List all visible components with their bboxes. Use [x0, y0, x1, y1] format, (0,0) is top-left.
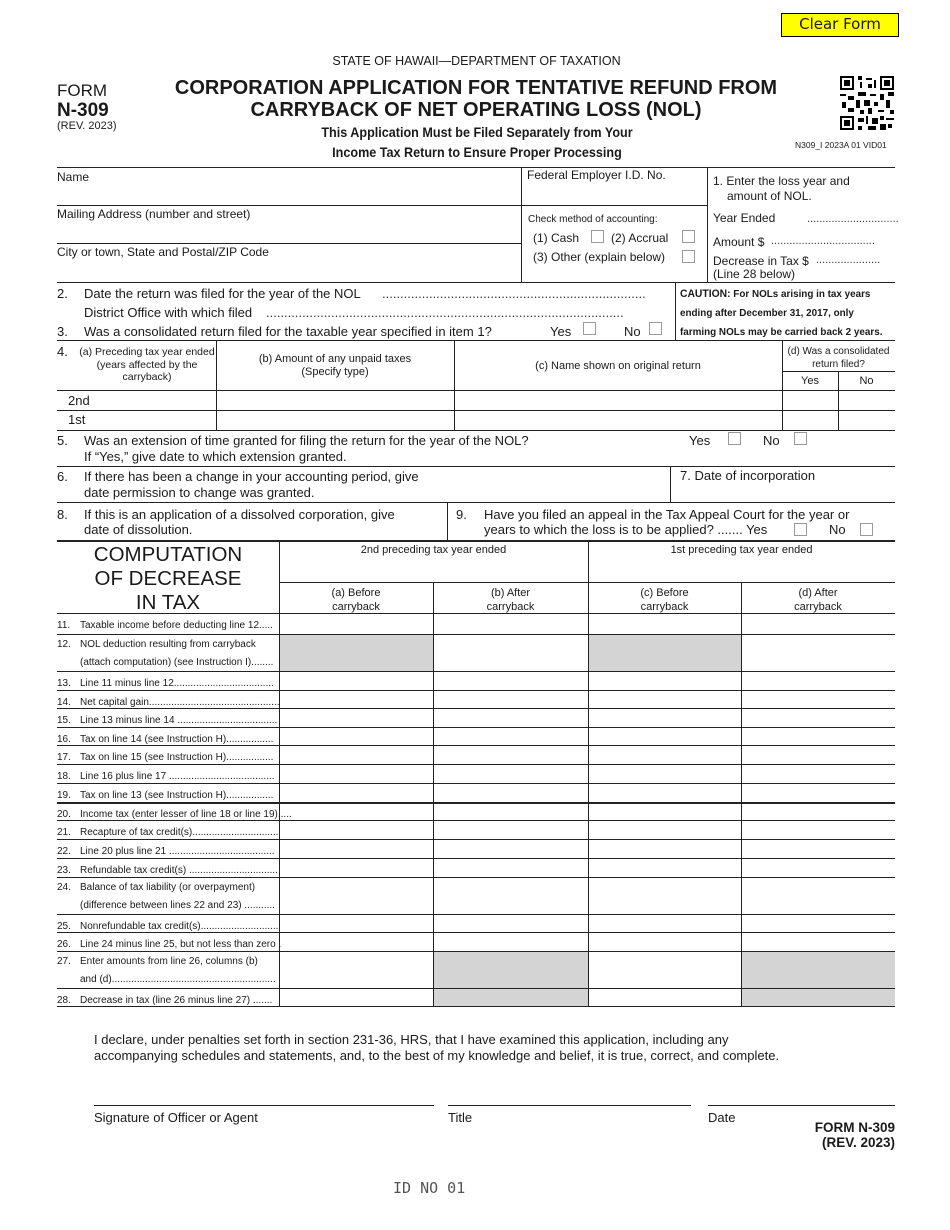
q6-text-line2: date permission to change was granted. [84, 485, 315, 500]
group-2nd-preceding: 2nd preceding tax year ended [360, 544, 507, 556]
line-description: Decrease in tax (line 26 minus line 27) ....... [80, 995, 273, 1006]
group-1st-preceding: 1st preceding tax year ended [670, 544, 813, 556]
line-description: Line 11 minus line 12.................................... [80, 678, 274, 689]
col-divider [433, 582, 434, 1006]
line-18-col-d-field[interactable] [742, 765, 894, 782]
district-office-text: District Office with which filed [84, 305, 253, 320]
q4-row-2nd-name-field[interactable] [455, 391, 781, 409]
line-number: 24. [57, 882, 71, 893]
line-28-col-c-field[interactable] [589, 989, 740, 1005]
q3-yes-checkbox[interactable] [583, 322, 596, 335]
line-description: Taxable income before deducting line 12..... [80, 620, 273, 631]
line-number: 20. [57, 809, 71, 820]
line-22-col-d-field[interactable] [742, 840, 894, 857]
line-description: Nonrefundable tax credit(s)............................ [80, 921, 279, 932]
form-title: CORPORATION APPLICATION FOR TENTATIVE REFUND FROM CARRYBACK OF NET OPERATING LOSS (NOL) [174, 77, 778, 121]
line-number: 23. [57, 865, 71, 876]
form-number: N-309 [57, 100, 109, 121]
line-23-col-c-field[interactable] [589, 859, 740, 876]
line-17-col-d-field[interactable] [742, 746, 894, 763]
q4-no-header: No [859, 375, 874, 387]
col-c-header: (c) Before carryback [640, 587, 689, 613]
line-11-col-d-field[interactable] [742, 614, 894, 633]
caution-note: CAUTION: For NOLs arising in tax years ending after December 31, 2017, only farming NOLs may be carried back 2 years. [680, 288, 883, 338]
line-description: and (d)........................................................... [80, 974, 276, 985]
accounting-method-label: Check method of accounting: [528, 214, 658, 225]
q4-row-2nd-label: 2nd [68, 393, 90, 408]
row-divider [57, 1006, 895, 1007]
line-22-col-c-field[interactable] [589, 840, 740, 857]
q2-field[interactable] [84, 285, 672, 321]
line-11-col-c-field[interactable] [589, 614, 740, 633]
line-12-col-b-field[interactable] [434, 635, 587, 670]
line-18-col-b-field[interactable] [434, 765, 587, 782]
q2-dots: ......................................................................... [382, 286, 646, 301]
line-description: Tax on line 15 (see Instruction H)................. [80, 752, 274, 763]
line-13-col-c-field[interactable] [589, 672, 740, 689]
decrease-label: Decrease in Tax $ [713, 254, 809, 268]
q4-row-2nd-unpaid-field[interactable] [217, 391, 453, 409]
declaration-line2: accompanying schedules and statements, and, to the best of my knowledge and belief, it is true, correct, and complete. [94, 1048, 780, 1063]
address-field[interactable] [57, 222, 519, 242]
footer-form-number: FORM N-309 (REV. 2023) [814, 1120, 895, 1150]
line-description: Recapture of tax credit(s)............................... [80, 827, 279, 838]
decrease-note: (Line 28 below) [713, 267, 796, 281]
name-label: Name [57, 170, 90, 184]
line-28-col-d-shaded [742, 989, 895, 1006]
line-description: (attach computation) (see Instruction I)........ [80, 657, 274, 668]
q9-no-checkbox[interactable] [860, 523, 873, 536]
q5-yes-checkbox[interactable] [728, 432, 741, 445]
q8-text-line2: date of dissolution. [84, 522, 193, 537]
q4-row-1st-year-field[interactable] [78, 411, 215, 429]
line-21-col-d-field[interactable] [742, 821, 894, 838]
line-description: Tax on line 14 (see Instruction H)................. [80, 734, 274, 745]
q9-text-line2: years to which the loss is to be applied? ....... Yes [484, 522, 768, 537]
line-15-col-c-field[interactable] [589, 709, 740, 726]
line-22-col-a-field[interactable] [280, 840, 432, 857]
line-26-col-d-field[interactable] [742, 933, 894, 950]
address-label: Mailing Address (number and street) [57, 207, 251, 221]
q3-number: 3. [57, 324, 68, 339]
q6-number: 6. [57, 469, 68, 484]
line-25-label [57, 918, 278, 936]
line-28-col-a-field[interactable] [280, 989, 432, 1005]
q4-yes-header: Yes [801, 375, 819, 387]
line-13-col-a-field[interactable] [280, 672, 432, 689]
signature-field[interactable] [94, 1082, 434, 1104]
line-27-label [57, 953, 276, 989]
decrease-field[interactable] [816, 252, 893, 268]
line-23-col-d-field[interactable] [742, 859, 894, 876]
line-12-col-c-shaded [589, 635, 741, 671]
line-11-col-b-field[interactable] [434, 614, 587, 633]
line-17-col-b-field[interactable] [434, 746, 587, 763]
line-27-col-b-shaded [434, 952, 588, 988]
date-label: Date [708, 1110, 736, 1125]
line-20-col-d-field[interactable] [742, 803, 894, 819]
line-26-col-a-field[interactable] [280, 933, 432, 950]
q4-col-c-header: (c) Name shown on original return [535, 360, 701, 372]
q5-text: Was an extension of time granted for filing the return for the year of the NOL? [84, 433, 529, 448]
line-24-col-c-field[interactable] [589, 878, 740, 913]
label-top-line [57, 613, 279, 614]
declaration-line1: I declare, under penalties set forth in section 231-36, HRS, that I have examined this application, including any [94, 1032, 729, 1047]
q3-no-label: No [624, 324, 641, 339]
line-21-col-c-field[interactable] [589, 821, 740, 838]
q4-row-1st-unpaid-field[interactable] [217, 411, 453, 429]
line-26-col-b-field[interactable] [434, 933, 587, 950]
item1-label-line2: amount of NOL. [727, 189, 812, 203]
line-24-col-a-field[interactable] [280, 878, 432, 913]
line-20-col-a-field[interactable] [280, 803, 432, 819]
q8-date-field[interactable] [205, 521, 445, 538]
line-15-col-b-field[interactable] [434, 709, 587, 726]
col-a-header: (a) Before carryback [331, 587, 381, 613]
form-revision: (REV. 2023) [57, 120, 117, 132]
line-number: 18. [57, 771, 71, 782]
line-number: 12. [57, 639, 71, 650]
date-field[interactable] [708, 1082, 895, 1104]
q4-row-2nd-yes-field[interactable] [783, 391, 837, 409]
city-field[interactable] [57, 260, 519, 281]
line-16-col-d-field[interactable] [742, 728, 894, 744]
line-28-col-b-shaded [434, 989, 588, 1006]
line-19-col-c-field[interactable] [589, 784, 740, 801]
line-18-col-c-field[interactable] [589, 765, 740, 782]
agency-name: STATE OF HAWAII—DEPARTMENT OF TAXATION [332, 54, 621, 68]
line-16-col-a-field[interactable] [280, 728, 432, 744]
line-25-col-c-field[interactable] [589, 915, 740, 931]
line-14-col-d-field[interactable] [742, 691, 894, 707]
line-description: (difference between lines 22 and 23) ........... [80, 900, 275, 911]
col-b-header: (b) After carryback [486, 587, 535, 613]
col-divider [279, 540, 280, 1006]
line-12-col-d-field[interactable] [742, 635, 894, 670]
line-21-col-b-field[interactable] [434, 821, 587, 838]
line-16-col-c-field[interactable] [589, 728, 740, 744]
line-number: 15. [57, 715, 71, 726]
city-label: City or town, State and Postal/ZIP Code [57, 245, 269, 259]
line-28-label [57, 992, 272, 1010]
amount-field[interactable] [771, 233, 893, 249]
line-19-col-d-field[interactable] [742, 784, 894, 801]
q5-no-label: No [763, 433, 780, 448]
line-description: Income tax (enter lesser of line 18 or line 19)..... [80, 809, 292, 820]
q4-row-2nd-year-field[interactable] [78, 391, 215, 409]
fein-label: Federal Employer I.D. No. [527, 168, 666, 182]
col-divider [588, 540, 589, 1006]
q7-text: 7. Date of incorporation [680, 468, 816, 483]
q4-number: 4. [57, 344, 68, 359]
cash-label: (1) Cash [533, 231, 580, 245]
line-description: Line 20 plus line 21 ...................................... [80, 846, 275, 857]
line-number: 21. [57, 827, 71, 838]
clear-form-button[interactable]: Clear Form [781, 13, 899, 37]
line-27-col-a-field[interactable] [280, 952, 432, 987]
form-id-code: N309_I 2023A 01 VID01 [795, 140, 887, 150]
line-23-col-a-field[interactable] [280, 859, 432, 876]
year-ended-label: Year Ended [713, 211, 776, 225]
q2-number: 2. [57, 286, 68, 301]
q8-number: 8. [57, 507, 68, 522]
form-word: FORM [57, 81, 108, 100]
title-field[interactable] [448, 1082, 691, 1104]
group-2nd-year-field[interactable] [282, 560, 586, 580]
line-number: 13. [57, 678, 71, 689]
q6-text: If there has been a change in your accounting period, give [84, 469, 419, 484]
line-number: 26. [57, 939, 71, 950]
cash-checkbox[interactable] [591, 230, 604, 243]
line-14-col-c-field[interactable] [589, 691, 740, 707]
line-25-col-a-field[interactable] [280, 915, 432, 931]
line-20-col-c-field[interactable] [589, 803, 740, 819]
year-ended-field[interactable] [807, 210, 893, 226]
q4-row-1st-name-field[interactable] [455, 411, 781, 429]
signature-label: Signature of Officer or Agent [94, 1110, 258, 1125]
line-number: 28. [57, 995, 71, 1006]
line-number: 27. [57, 956, 71, 967]
line-13-col-d-field[interactable] [742, 672, 894, 689]
name-field[interactable] [57, 185, 519, 204]
line-22-col-b-field[interactable] [434, 840, 587, 857]
line-16-label [57, 731, 273, 749]
line-description: NOL deduction resulting from carryback [80, 639, 256, 650]
line-11-col-a-field[interactable] [280, 614, 432, 633]
q4-row-1st-label: 1st [68, 412, 86, 427]
form-subtitle: This Application Must be Filed Separately from Your Income Tax Return to Ensure Proper Processing [321, 124, 633, 160]
decrease-dots: ..................... [816, 254, 881, 266]
line-20-col-b-field[interactable] [434, 803, 587, 819]
q5-no-checkbox[interactable] [794, 432, 807, 445]
q4-row-2nd-no-field[interactable] [839, 391, 894, 409]
line-21-col-a-field[interactable] [280, 821, 432, 838]
line-number: 17. [57, 752, 71, 763]
line-description: Tax on line 13 (see Instruction H)................. [80, 790, 274, 801]
qr-code-icon [840, 76, 894, 130]
footer-id-no: ID NO 01 [393, 1179, 466, 1197]
line-11-label [57, 617, 273, 635]
line-12-col-a-shaded [280, 635, 433, 671]
line-description: Net capital gain............................................... [80, 697, 280, 708]
line-number: 22. [57, 846, 71, 857]
q6-date-field[interactable] [340, 484, 668, 500]
line-number: 14. [57, 697, 71, 708]
q9-yes-checkbox[interactable] [794, 523, 807, 536]
line-description: Line 13 minus line 14 .................................... [80, 715, 278, 726]
q9-number: 9. [456, 507, 467, 522]
line-14-col-a-field[interactable] [280, 691, 432, 707]
line-14-label [57, 694, 280, 712]
q9-no-label: No [829, 522, 846, 537]
computation-heading: COMPUTATION OF DECREASE IN TAX [93, 543, 243, 614]
line-19-col-b-field[interactable] [434, 784, 587, 801]
other-checkbox[interactable] [682, 250, 695, 263]
line-20-label [57, 806, 292, 824]
year-ended-dots: .............................. [807, 213, 899, 225]
line-27-col-d-shaded [742, 952, 895, 988]
q4-col-d-header: (d) Was a consolidated return filed? [787, 346, 890, 370]
line-description: Balance of tax liability (or overpayment) [80, 882, 256, 893]
line-16-col-b-field[interactable] [434, 728, 587, 744]
line-15-col-a-field[interactable] [280, 709, 432, 726]
group-1st-year-field[interactable] [590, 560, 893, 580]
district-office-dots: ................................................................................................... [266, 305, 624, 320]
q4-col-a-header: (a) Preceding tax year ended (years affected by the carryback) [79, 346, 215, 383]
col-d-header: (d) After carryback [794, 587, 842, 613]
line-12-label [57, 636, 273, 672]
q5-yes-label: Yes [689, 433, 711, 448]
other-label: (3) Other (explain below) [533, 250, 666, 264]
line-26-col-c-field[interactable] [589, 933, 740, 950]
fein-field[interactable] [523, 184, 705, 204]
line-23-col-b-field[interactable] [434, 859, 587, 876]
q4-row-1st-no-field[interactable] [839, 411, 894, 429]
item1-label-line1: 1. Enter the loss year and [713, 174, 850, 188]
line-25-col-d-field[interactable] [742, 915, 894, 931]
line-description: Refundable tax credit(s) ................................ [80, 865, 278, 876]
line-13-col-b-field[interactable] [434, 672, 587, 689]
line-24-col-d-field[interactable] [742, 878, 894, 913]
amount-label: Amount $ [713, 235, 765, 249]
line-24-col-b-field[interactable] [434, 878, 587, 913]
line-description: Line 16 plus line 17 ...................................... [80, 771, 275, 782]
line-27-col-c-field[interactable] [589, 952, 740, 987]
q4-row-1st-yes-field[interactable] [783, 411, 837, 429]
line-14-col-b-field[interactable] [434, 691, 587, 707]
line-description: Line 24 minus line 25, but not less than zero . [80, 939, 282, 950]
accrual-label: (2) Accrual [611, 231, 669, 245]
line-number: 16. [57, 734, 71, 745]
col-divider [741, 582, 742, 1006]
line-number: 11. [57, 620, 71, 631]
line-17-col-c-field[interactable] [589, 746, 740, 763]
q8-text: If this is an application of a dissolved corporation, give [84, 507, 395, 522]
line-number: 25. [57, 921, 71, 932]
q5-number: 5. [57, 433, 68, 448]
line-19-col-a-field[interactable] [280, 784, 432, 801]
line-number: 19. [57, 790, 71, 801]
q5-text-line2: If “Yes,” give date to which extension granted. [84, 449, 347, 464]
line-25-col-b-field[interactable] [434, 915, 587, 931]
q3-no-checkbox[interactable] [649, 322, 662, 335]
q3-yes-label: Yes [550, 324, 572, 339]
q3-text: Was a consolidated return filed for the taxable year specified in item 1? [84, 324, 492, 339]
line-15-col-d-field[interactable] [742, 709, 894, 726]
q7-date-field[interactable] [672, 484, 894, 500]
q9-text: Have you filed an appeal in the Tax Appeal Court for the year or [484, 507, 850, 522]
q5-extension-date-field[interactable] [368, 448, 893, 464]
amount-dots: .................................. [771, 235, 875, 247]
accrual-checkbox[interactable] [682, 230, 695, 243]
line-description: Enter amounts from line 26, columns (b) [80, 956, 258, 967]
line-18-col-a-field[interactable] [280, 765, 432, 782]
line-17-col-a-field[interactable] [280, 746, 432, 763]
q2-text: Date the return was filed for the year of the NOL [84, 286, 361, 301]
q4-col-b-header: (b) Amount of any unpaid taxes (Specify type) [258, 353, 412, 378]
title-label: Title [448, 1110, 473, 1125]
line-24-label [57, 879, 275, 915]
